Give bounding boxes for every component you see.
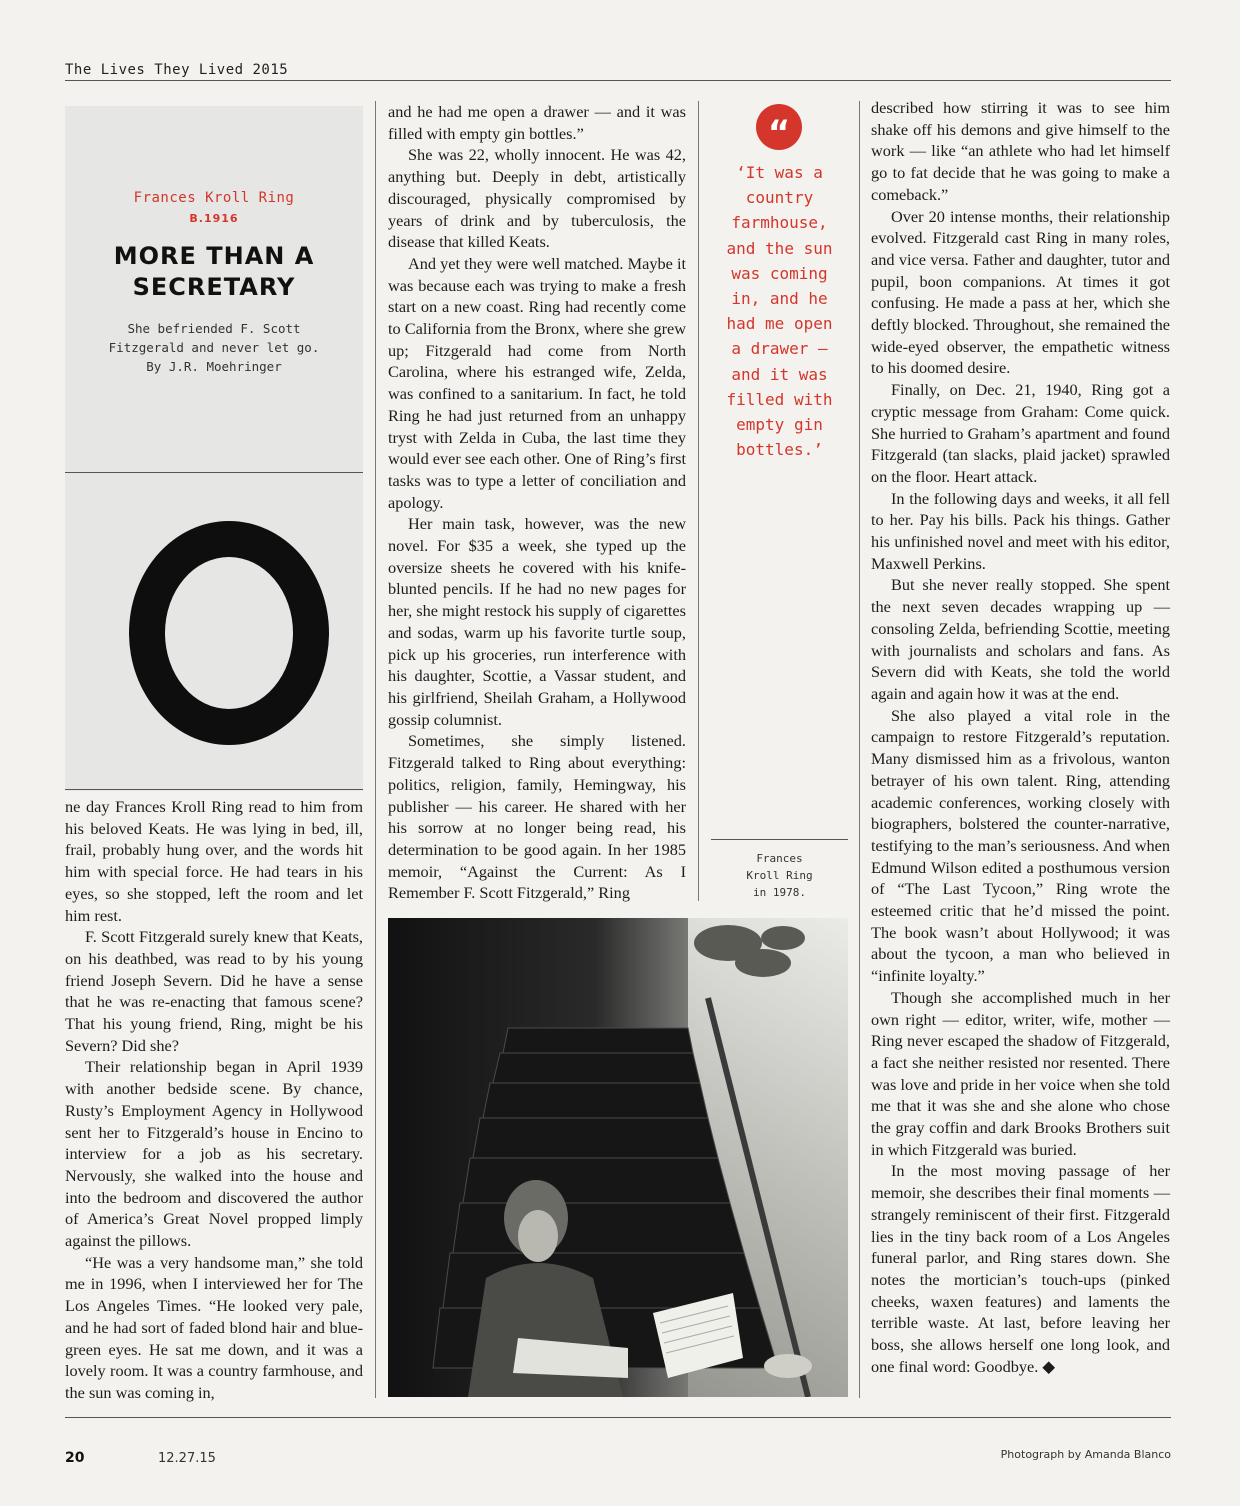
article-paragraph: Over 20 intense months, their relationship evolved. Fitzgerald cast Ring in many roles, and vice versa. Father and daughter, tutor and pupil, boon companions. At times it got confusing. He made a pass at her, which she deftly blocked. Throughout, she remained the wide-eyed observer, the empathetic witness to his doomed desire. (871, 206, 1170, 378)
pull-quote-line: was coming (731, 263, 828, 283)
article-paragraph: Her main task, however, was the new novel. For $35 a week, she typed up the oversize sheets he covered with his knife-blunted pencils. If he had no new pages for her, she might restock his supply of cigarettes and sodas, warm up his favorite turtle soup, pick up his groceries, run interference with his daughter, Scottie, a Vassar student, and his girlfriend, Sheilah Graham, a Hollywood gossip columnist. (388, 514, 686, 729)
photo-caption (711, 850, 848, 901)
pull-quote-line: empty gin (736, 415, 823, 435)
panel-divider (65, 472, 363, 473)
article-paragraph: and he had me open a drawer — and it was filled with empty gin bottles.” (388, 102, 686, 143)
column-divider (375, 101, 376, 1398)
issue-date: 12.27.15 (158, 1451, 216, 1466)
headline-line: MORE THAN A (113, 242, 315, 270)
article-paragraph: “He was a very handsome man,” she told me in 1996, when I interviewed her for The Los Angeles Times. “He looked very pale, and he had sort of faded blond hair and blue-green eyes. He sat me down, and it was a lovely room. It was a country farmhouse, and the sun was coming in, (65, 1252, 363, 1402)
section-title: The Lives They Lived 2015 (65, 62, 289, 78)
headline-line: SECRETARY (132, 273, 296, 301)
article-paragraph: She was 22, wholly innocent. He was 42, anything but. Deeply in debt, artistically discouraged, physically compromised by years of drink and by tuberculosis, the disease that killed Keats. (388, 145, 686, 252)
pull-quote-line: had me open (726, 314, 833, 334)
title-panel (65, 106, 363, 791)
byline: By J.R. Moehringer (146, 359, 282, 374)
article-column-2 (388, 101, 686, 904)
pull-quote-line: and the sun (726, 238, 833, 258)
article-paragraph: But she never really stopped. She spent the next seven decades wrapping up — consoling Zelda, befriending Scottie, meeting with journalists and scholars and fans. As Severn did with Keats, she told the world again and again how it was at the end. (871, 575, 1170, 703)
article-paragraph: In the following days and weeks, it all fell to her. Pay his bills. Pack his things. Gather his unfinished novel and meet with his editor, Maxwell Perkins. (871, 488, 1170, 573)
caption-line: Kroll Ring (746, 869, 813, 882)
dek-line: Fitzgerald and never let go. (108, 340, 320, 355)
dek (65, 319, 363, 376)
top-rule (65, 80, 1171, 81)
pull-quote-line: country (745, 188, 814, 208)
drop-cap-o (129, 521, 329, 745)
pull-quote-line: a drawer — (731, 339, 828, 359)
dek-line: She befriended F. Scott (127, 321, 301, 336)
article-paragraph: Sometimes, she simply listened. Fitzgerald talked to Ring about everything: politics, religion, family, Hemingway, his publisher — his career. He shared with her his sorrow at no longer being read, his determination to be good again. In her 1985 memoir, “Against the Current: As I Remember F. Scott Fitzgerald,” Ring (388, 731, 686, 903)
quote-mark-icon: “ (756, 104, 802, 150)
article-column-1 (65, 796, 363, 1404)
article-paragraph: In the most moving passage of her memoir, she describes their final moments — strangely reminiscent of their first. Fitzgerald lies in the tiny back room of a Los Angeles funeral parlor, and Ring stares down. She notes the mortician’s touch-ups (pinked cheeks, waxen features) and laments the terrible waste. At last, before leaving her boss, she allows herself one long look, and one final word: Goodbye. ◆ (871, 1161, 1170, 1376)
photo-illustration (388, 918, 848, 1397)
caption-rule (711, 839, 848, 840)
panel-divider (65, 789, 363, 790)
article-paragraph: described how stirring it was to see him shake off his demons and give himself to the work — like “an athlete who had let himself go to fat decide that he was going to make a comeback.” (871, 98, 1170, 204)
article-column-4 (871, 97, 1170, 1377)
article-paragraph: ne day Frances Kroll Ring read to him from his beloved Keats. He was lying in bed, ill, frail, probably hung over, and the words hit him with special force. He had tears in his eyes, so she stopped, left the room and let him rest. (65, 797, 363, 925)
pull-quote-line: in, and he (731, 289, 828, 309)
pull-quote (711, 160, 848, 462)
pull-quote-line: filled with (726, 389, 833, 409)
birth-year: B.1916 (189, 212, 239, 225)
page-number: 20 (65, 1450, 85, 1466)
subject-name: Frances Kroll Ring (133, 190, 295, 206)
article-paragraph: And yet they were well matched. Maybe it was because each was trying to make a fresh start on a new coast. Ring had recently come to California from the Bronx, where she grew up; Fitzgerald had come from North Carolina, where his estranged wife, Zelda, was confined to a sanitarium. In fact, he told Ring he had just returned from an unhappy tryst with Zelda in Cuba, the last time they would ever see each other. One of Ring’s first tasks was to type a letter of conciliation and apology. (388, 253, 686, 512)
photo-credit: Photograph by Amanda Blanco (1000, 1448, 1171, 1461)
pull-quote-line: bottles.’ (736, 440, 823, 460)
bottom-rule (65, 1417, 1171, 1418)
pull-quote-line: farmhouse, (731, 213, 828, 233)
article-paragraph: Though she accomplished much in her own right — editor, writer, wife, mother — Ring never escaped the shadow of Fitzgerald, a fact she neither resisted nor resented. There was love and pride in her voice when she told me that it was she and she alone who chose the gray coffin and dark Brooks Brothers suit in which Fitzgerald was buried. (871, 987, 1170, 1159)
caption-line: Frances (756, 852, 803, 865)
article-paragraph: She also played a vital role in the campaign to restore Fitzgerald’s reputation. Many dismissed him as a frivolous, wanton betrayer of his own talent. Ring, attending academic conferences, working closely with biographers, bolstered the counter-narrative, testifying to the man’s seriousness. And when Edmund Wilson edited a posthumous version of “The Last Tycoon,” Ring wrote the esteemed critic that he’d missed the point. The book wasn’t about Hollywood; it was about the tycoon, a man who believed in “infinite loyalty.” (871, 705, 1170, 986)
portrait-photo (388, 918, 848, 1397)
article-paragraph: F. Scott Fitzgerald surely knew that Keats, on his deathbed, was read to by his young friend Joseph Severn. Did he have a sense that he was re-enacting that famous scene? That his young friend, Ring, might be his Severn? Did she? (65, 927, 363, 1055)
column-divider (698, 101, 699, 901)
pull-quote-line: ‘It was a (736, 163, 823, 182)
caption-line: in 1978. (753, 886, 806, 899)
pull-quote-line: and it was (731, 364, 828, 384)
article-paragraph: Finally, on Dec. 21, 1940, Ring got a cryptic message from Graham: Come quick. She hurried to Graham’s apartment and found Fitzgerald (tan slacks, plaid jacket) sprawled on the floor. Heart attack. (871, 380, 1170, 486)
column-divider (859, 101, 860, 1398)
headline (65, 241, 363, 303)
article-paragraph: Their relationship began in April 1939 with another bedside scene. By chance, Rusty’s Employment Agency in Hollywood sent her to Fitzgerald’s house in Encino to interview for a job as his secretary. Nervously, she walked into the house and into the bedroom and discovered the author of America’s Great Novel propped limply against the pillows. (65, 1057, 363, 1251)
